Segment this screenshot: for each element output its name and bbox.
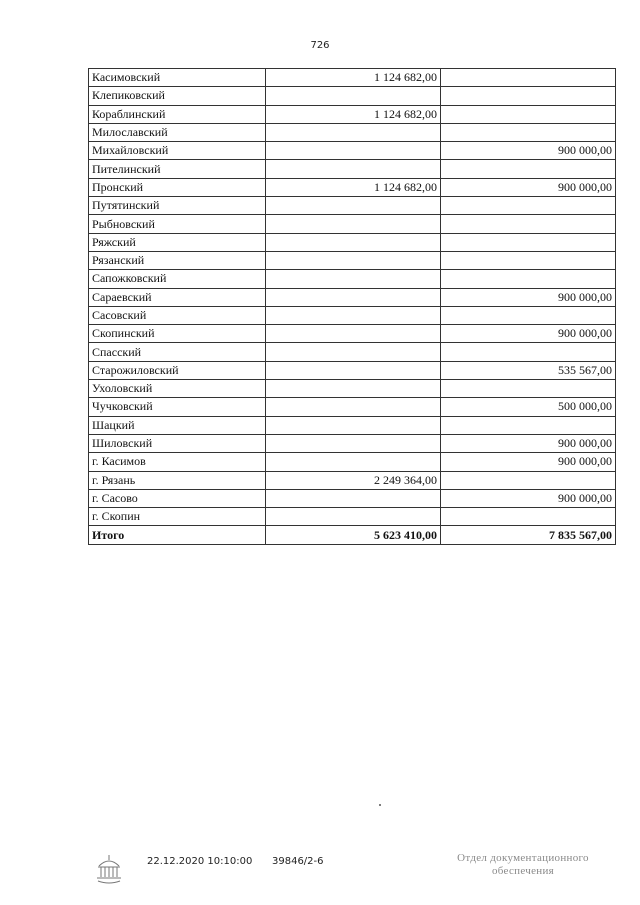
footer-dept-line2: обеспечения	[491, 865, 555, 877]
amount-cell-2	[441, 251, 616, 269]
district-cell: Пронский	[89, 178, 266, 196]
amount-cell-1	[266, 434, 441, 452]
table-row	[89, 453, 616, 471]
amount-cell-2: 500 000,00	[441, 398, 616, 416]
district-cell: Рыбновский	[89, 215, 266, 233]
amount-cell-1	[266, 306, 441, 324]
table-row	[89, 508, 616, 526]
amount-cell-1	[266, 142, 441, 160]
amount-cell-2	[441, 343, 616, 361]
amount-cell-1: 1 124 682,00	[266, 105, 441, 123]
table-row	[89, 398, 616, 416]
amount-cell-1: 5 623 410,00	[266, 526, 441, 544]
scan-speck	[379, 804, 381, 806]
district-cell: г. Касимов	[89, 453, 266, 471]
amount-cell-1	[266, 361, 441, 379]
amount-cell-1	[266, 398, 441, 416]
amount-cell-1	[266, 215, 441, 233]
district-cell: Сапожковский	[89, 270, 266, 288]
footer-dept-line1: Отдел документационного	[457, 852, 589, 864]
district-cell: Шацкий	[89, 416, 266, 434]
district-cell: Итого	[89, 526, 266, 544]
amount-cell-2	[441, 197, 616, 215]
table-row	[89, 142, 616, 160]
table-row	[89, 489, 616, 507]
amount-cell-2: 900 000,00	[441, 453, 616, 471]
amount-cell-1	[266, 508, 441, 526]
amount-cell-2	[441, 215, 616, 233]
amount-cell-1	[266, 416, 441, 434]
amount-cell-2: 900 000,00	[441, 178, 616, 196]
amount-cell-1: 1 124 682,00	[266, 69, 441, 87]
table-row	[89, 197, 616, 215]
table-row	[89, 178, 616, 196]
amount-cell-2: 900 000,00	[441, 288, 616, 306]
district-cell: Касимовский	[89, 69, 266, 87]
amount-cell-2	[441, 416, 616, 434]
district-cell: г. Рязань	[89, 471, 266, 489]
district-cell: Сасовский	[89, 306, 266, 324]
amount-cell-2	[441, 123, 616, 141]
table-row	[89, 380, 616, 398]
district-cell: Спасский	[89, 343, 266, 361]
amount-cell-2	[441, 270, 616, 288]
table-row	[89, 105, 616, 123]
district-cell: Михайловский	[89, 142, 266, 160]
amount-cell-2	[441, 233, 616, 251]
amount-cell-1	[266, 87, 441, 105]
amount-cell-2	[441, 69, 616, 87]
amount-cell-1	[266, 197, 441, 215]
district-cell: г. Сасово	[89, 489, 266, 507]
table-row	[89, 416, 616, 434]
table-row	[89, 270, 616, 288]
amount-cell-1	[266, 325, 441, 343]
funding-table	[88, 68, 616, 545]
district-cell: Кораблинский	[89, 105, 266, 123]
table-row	[89, 306, 616, 324]
district-cell: Пителинский	[89, 160, 266, 178]
table-row	[89, 434, 616, 452]
amount-cell-1	[266, 160, 441, 178]
footer-date: 22.12.2020 10:10:00	[147, 856, 253, 867]
district-cell: Скопинский	[89, 325, 266, 343]
amount-cell-1	[266, 123, 441, 141]
district-cell: Старожиловский	[89, 361, 266, 379]
amount-cell-1	[266, 270, 441, 288]
footer-department-stamp	[438, 852, 608, 878]
table-row	[89, 288, 616, 306]
table-row	[89, 325, 616, 343]
page-number: 726	[310, 40, 330, 51]
amount-cell-2: 900 000,00	[441, 142, 616, 160]
amount-cell-2: 7 835 567,00	[441, 526, 616, 544]
footer-doc-number: 39846/2-6	[272, 856, 324, 867]
district-cell: Ухоловский	[89, 380, 266, 398]
district-cell: Ряжский	[89, 233, 266, 251]
amount-cell-1	[266, 453, 441, 471]
table-row	[89, 160, 616, 178]
amount-cell-1	[266, 288, 441, 306]
amount-cell-1	[266, 233, 441, 251]
table-row	[89, 87, 616, 105]
amount-cell-2: 535 567,00	[441, 361, 616, 379]
amount-cell-2	[441, 306, 616, 324]
district-cell: Чучковский	[89, 398, 266, 416]
amount-cell-2	[441, 87, 616, 105]
amount-cell-2: 900 000,00	[441, 325, 616, 343]
table-total-row	[89, 526, 616, 544]
amount-cell-2: 900 000,00	[441, 434, 616, 452]
district-cell: Шиловский	[89, 434, 266, 452]
amount-cell-2: 900 000,00	[441, 489, 616, 507]
building-logo-icon	[94, 852, 124, 886]
table-row	[89, 251, 616, 269]
table-row	[89, 471, 616, 489]
district-cell: Путятинский	[89, 197, 266, 215]
amount-cell-2	[441, 105, 616, 123]
district-cell: Милославский	[89, 123, 266, 141]
amount-cell-2	[441, 471, 616, 489]
district-cell: Сараевский	[89, 288, 266, 306]
table-body	[89, 69, 616, 545]
amount-cell-2	[441, 160, 616, 178]
district-cell: г. Скопин	[89, 508, 266, 526]
table-row	[89, 343, 616, 361]
amount-cell-1: 1 124 682,00	[266, 178, 441, 196]
amount-cell-1	[266, 380, 441, 398]
amount-cell-2	[441, 508, 616, 526]
amount-cell-1	[266, 251, 441, 269]
amount-cell-1	[266, 343, 441, 361]
table-row	[89, 69, 616, 87]
table-row	[89, 233, 616, 251]
table-row	[89, 361, 616, 379]
table-row	[89, 123, 616, 141]
table-row	[89, 215, 616, 233]
district-cell: Клепиковский	[89, 87, 266, 105]
amount-cell-1: 2 249 364,00	[266, 471, 441, 489]
amount-cell-1	[266, 489, 441, 507]
amount-cell-2	[441, 380, 616, 398]
district-cell: Рязанский	[89, 251, 266, 269]
